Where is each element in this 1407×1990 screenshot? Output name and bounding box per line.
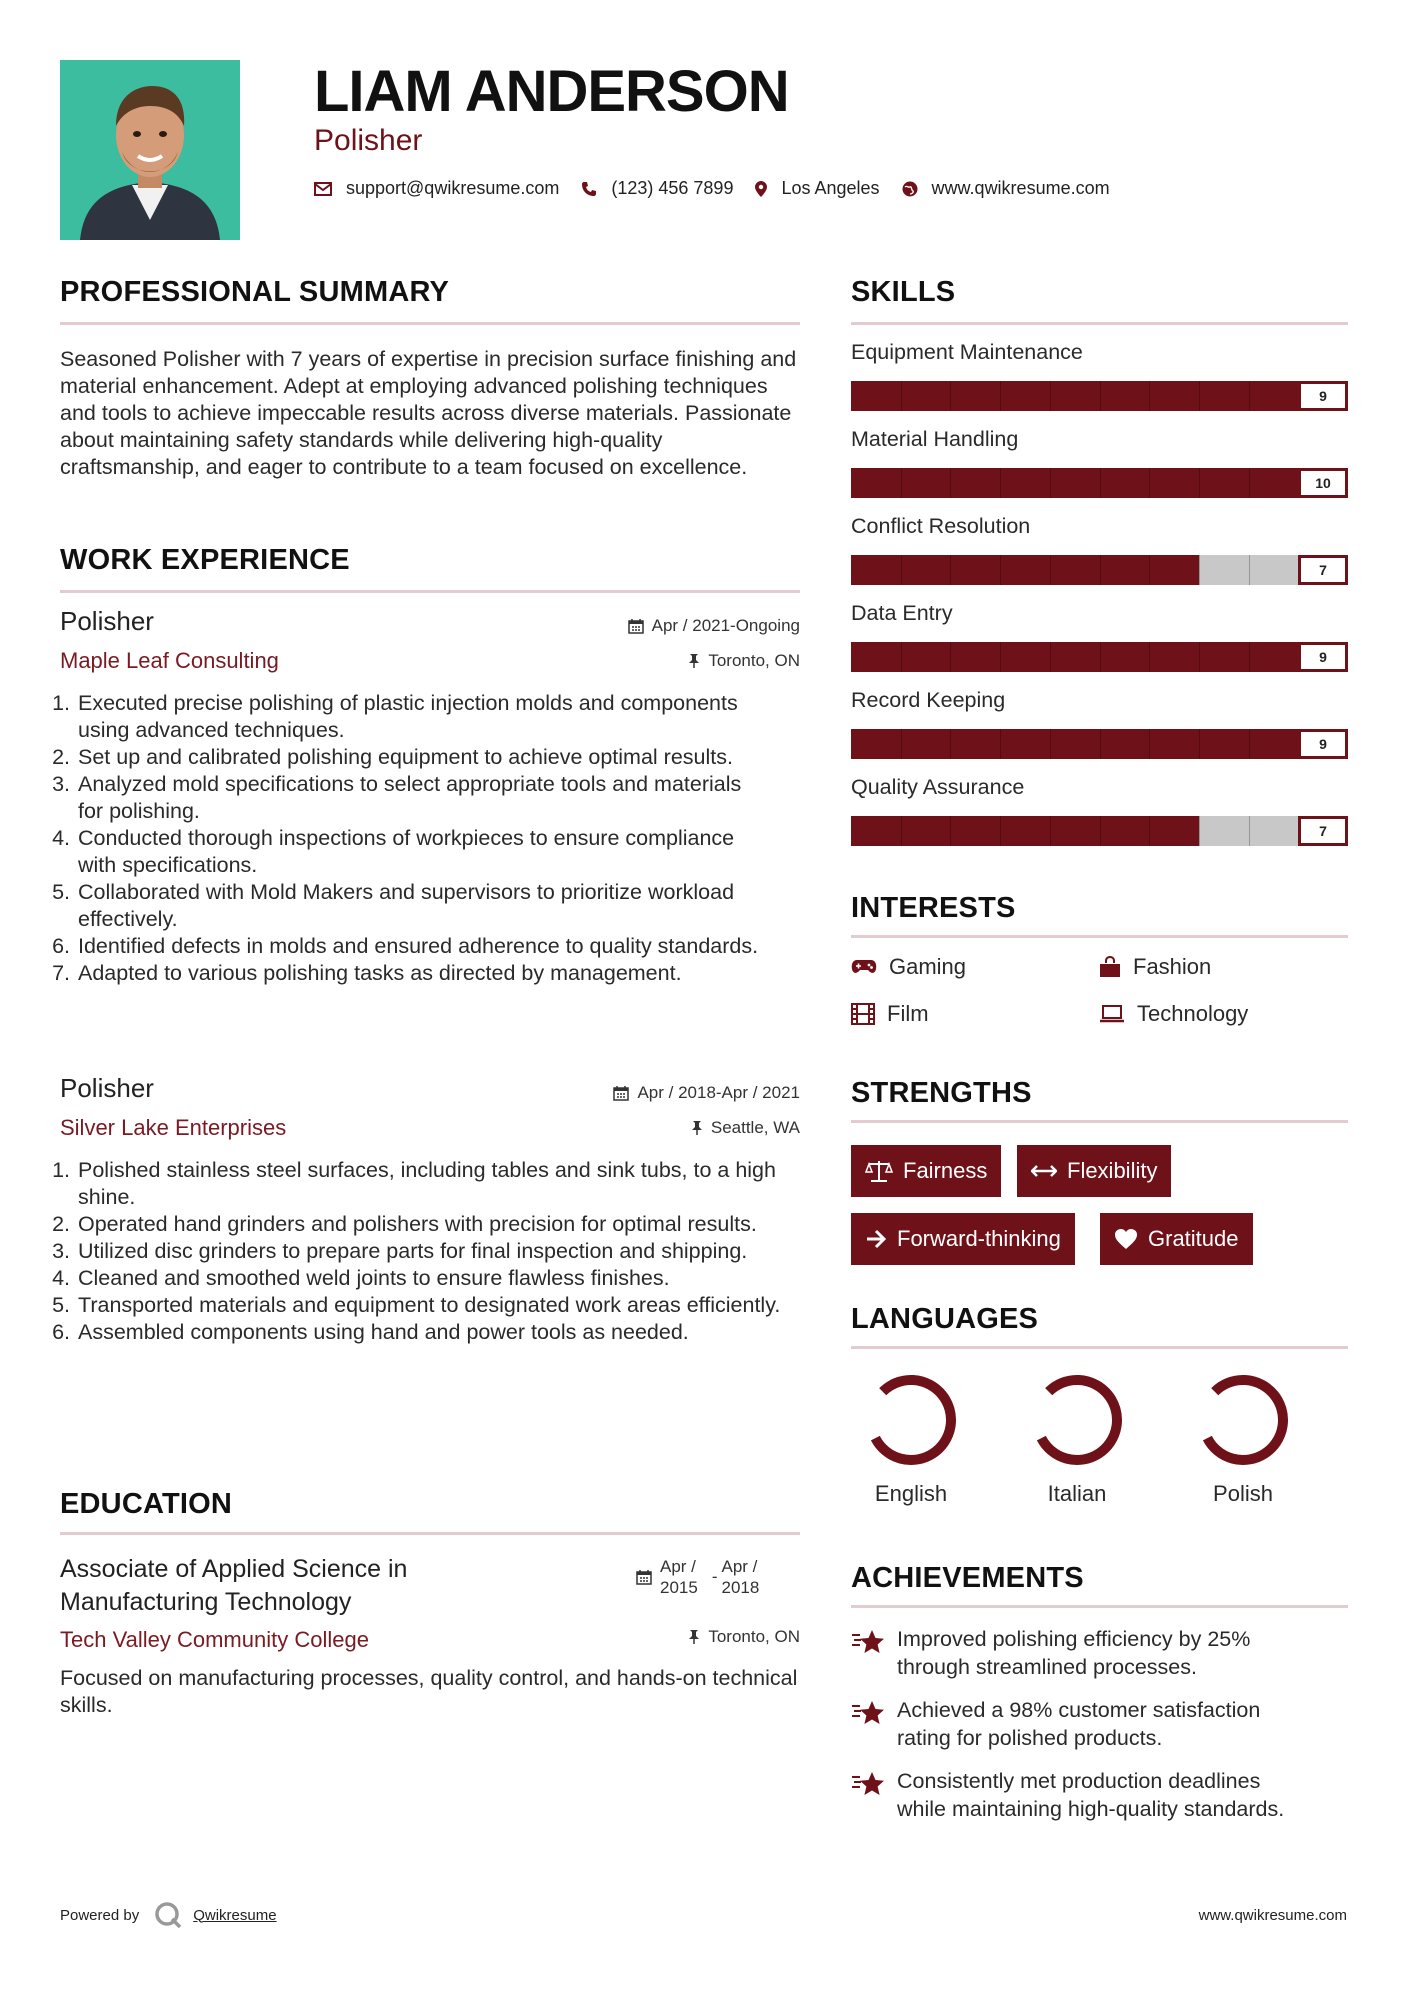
job-location (691, 1118, 800, 1138)
interest-label: Technology (1137, 1001, 1249, 1026)
school-name: Tech Valley Community College (60, 1627, 369, 1652)
skill-level-badge: 10 (1298, 468, 1348, 498)
skill-bar-tick (950, 555, 951, 585)
achievements-heading: ACHIEVEMENTS (851, 1562, 1084, 1594)
date-end-year: 2018 (721, 1578, 760, 1597)
skill-bar-tick (1199, 555, 1200, 585)
star-trophy-icon (851, 1627, 885, 1655)
language-label: Italian (1047, 1481, 1107, 1506)
education-description: Focused on manufacturing processes, quality control, and hands-on technical skills. (60, 1666, 798, 1717)
skill-name: Record Keeping (851, 688, 1006, 712)
skill-name: Quality Assurance (851, 775, 1025, 799)
skill-bar-tick (1149, 816, 1150, 846)
education-location-text: Toronto, ON (708, 1627, 800, 1646)
star-trophy-icon (851, 1769, 885, 1797)
job-dates (613, 1083, 800, 1103)
skill-bar-tick (1149, 642, 1150, 672)
contact-email-text: support@qwikresume.com (346, 178, 560, 198)
interests-heading: INTERESTS (851, 892, 1016, 924)
interest-label: Fashion (1133, 954, 1212, 979)
calendar-icon (613, 1085, 629, 1101)
qwikresume-logo-icon (153, 1900, 183, 1930)
job-location-text: Seattle, WA (710, 1118, 800, 1137)
languages-divider (851, 1346, 1348, 1349)
arrows-horizontal-icon (1031, 1164, 1057, 1178)
skill-bar-tick (1000, 381, 1001, 411)
language-item (1168, 1370, 1318, 1507)
skill-bar-tick (1149, 381, 1150, 411)
achievement-line: through streamlined processes. (897, 1655, 1197, 1679)
film-icon (851, 1003, 875, 1025)
education-date-start (660, 1556, 698, 1598)
skill-bar-tick (1249, 816, 1250, 846)
candidate-role: Polisher (314, 124, 423, 157)
achievement-text (897, 1696, 1260, 1752)
skill-bar-tick (1149, 729, 1150, 759)
strength-tag (1100, 1213, 1253, 1265)
candidate-name: LIAM ANDERSON (314, 59, 789, 124)
list-item: 5. Transported materials and equipment to designated work areas efficiently. (76, 1292, 788, 1319)
skill-bar-tick (1199, 729, 1200, 759)
job-bullets (58, 1157, 788, 1346)
summary-divider (60, 322, 800, 325)
list-item: 3. Analyzed mold specifications to select appropriate tools and materials for polishing. (76, 771, 768, 825)
achievement-line: rating for polished products. (897, 1726, 1163, 1750)
language-item (1002, 1370, 1152, 1507)
skill-bar-fill (851, 381, 1298, 411)
profile-photo (60, 60, 240, 240)
skill-name: Conflict Resolution (851, 514, 1031, 538)
skill-level-badge: 7 (1298, 555, 1348, 585)
list-item: 1. Polished stainless steel surfaces, including tables and sink tubs, to a high shine. (76, 1157, 788, 1211)
skill-bar-tick (1199, 816, 1200, 846)
strength-label: Gratitude (1148, 1226, 1239, 1251)
strengths-divider (851, 1120, 1348, 1123)
list-item: 4. Conducted thorough inspections of workpieces to ensure compliance with specifications. (76, 825, 768, 879)
language-gauge (1027, 1370, 1127, 1470)
skill-level-badge: 7 (1298, 816, 1348, 846)
skill-bar-tick (1050, 555, 1051, 585)
contact-website-text: www.qwikresume.com (931, 178, 1110, 198)
skill-bar-tick (1050, 468, 1051, 498)
skill-bar-tick (950, 642, 951, 672)
interest-fashion (1099, 954, 1211, 980)
job-dates-text: Apr / 2021-Ongoing (651, 616, 800, 635)
skill-bar-tick (1249, 555, 1250, 585)
summary-heading: PROFESSIONAL SUMMARY (60, 276, 450, 308)
language-item (836, 1370, 986, 1507)
language-gauge (861, 1370, 961, 1470)
skill-bar-tick (1100, 468, 1101, 498)
language-label: English (874, 1481, 948, 1506)
contact-location-text: Los Angeles (781, 178, 880, 198)
skill-name: Material Handling (851, 427, 1019, 451)
skill-name: Equipment Maintenance (851, 340, 1083, 364)
education-dates (636, 1556, 759, 1598)
skill-bar-tick (901, 555, 902, 585)
skill-bar-tick (1100, 555, 1101, 585)
job-company: Silver Lake Enterprises (60, 1115, 287, 1140)
strength-label: Fairness (903, 1158, 988, 1183)
education-divider (60, 1532, 800, 1535)
pushpin-icon (688, 1629, 700, 1645)
powered-by-label: Powered by (60, 1906, 140, 1924)
list-item: 5. Collaborated with Mold Makers and supervisors to prioritize workload effectively. (76, 879, 768, 933)
phone-icon (581, 181, 597, 197)
skill-bar (851, 816, 1348, 846)
skill-bar-fill (851, 816, 1199, 846)
skill-bar (851, 468, 1348, 498)
achievement-item (851, 1696, 1260, 1752)
skill-bar-tick (1249, 468, 1250, 498)
pushpin-icon (691, 1120, 703, 1136)
avatar-illustration (60, 60, 240, 240)
language-label: Polish (1213, 1481, 1273, 1506)
degree-title (60, 1553, 407, 1619)
job-location (688, 651, 800, 671)
skills-divider (851, 322, 1348, 325)
achievement-item (851, 1625, 1250, 1681)
list-item: 6. Assembled components using hand and power tools as needed. (76, 1319, 788, 1346)
language-gauge-arc (875, 1380, 951, 1460)
contact-phone-text: (123) 456 7899 (611, 178, 734, 198)
strength-label: Forward-thinking (897, 1226, 1061, 1251)
skill-bar-fill (851, 555, 1199, 585)
skill-bar-tick (1249, 729, 1250, 759)
skill-bar-tick (901, 381, 902, 411)
strength-tag (1017, 1145, 1171, 1197)
contact-website[interactable] (902, 178, 1110, 199)
skill-bar-tick (1100, 642, 1101, 672)
contact-location (755, 178, 879, 199)
achievements-divider (851, 1605, 1348, 1608)
skill-bar-tick (1149, 555, 1150, 585)
skill-name: Data Entry (851, 601, 953, 625)
achievement-line: while maintaining high-quality standards. (897, 1797, 1285, 1821)
heart-icon (1114, 1228, 1138, 1250)
degree-line-2: Manufacturing Technology (60, 1588, 352, 1616)
skill-bar-tick (1050, 816, 1051, 846)
achievement-line: Improved polishing efficiency by 25% (897, 1627, 1251, 1651)
interest-technology (1099, 1001, 1248, 1027)
skill-bar-tick (1100, 816, 1101, 846)
languages-heading: LANGUAGES (851, 1303, 1039, 1335)
education-heading: EDUCATION (60, 1488, 233, 1520)
job-title: Polisher (60, 1073, 154, 1103)
strengths-heading: STRENGTHS (851, 1077, 1032, 1109)
interest-gaming (851, 954, 966, 980)
skill-bar-tick (1149, 468, 1150, 498)
job-bullets (58, 690, 768, 987)
contact-bar (314, 178, 1132, 199)
date-start-year: 2015 (660, 1578, 698, 1597)
list-item: 2. Set up and calibrated polishing equipment to achieve optimal results. (76, 744, 768, 771)
skill-bar-tick (950, 381, 951, 411)
job-company: Maple Leaf Consulting (60, 648, 279, 673)
map-pin-icon (755, 181, 767, 197)
skill-bar-tick (1000, 642, 1001, 672)
achievement-text (897, 1625, 1250, 1681)
education-location (688, 1627, 800, 1647)
job-dates-text: Apr / 2018-Apr / 2021 (637, 1083, 800, 1102)
shopping-bag-icon (1099, 956, 1121, 978)
list-item: 1. Executed precise polishing of plastic injection molds and components using advanced techniques. (76, 690, 768, 744)
skill-bar-tick (1000, 555, 1001, 585)
skill-bar-tick (1199, 468, 1200, 498)
language-gauge-arc (1041, 1380, 1117, 1460)
skill-bar-tick (950, 729, 951, 759)
skill-bar-fill (851, 642, 1298, 672)
skill-bar-tick (1050, 642, 1051, 672)
pushpin-icon (688, 653, 700, 669)
qwikresume-link[interactable]: Qwikresume (193, 1906, 277, 1924)
degree-line-1: Associate of Applied Science in (60, 1555, 408, 1583)
arrow-right-icon (865, 1229, 887, 1249)
date-separator: - (711, 1567, 718, 1586)
experience-divider (60, 590, 800, 593)
skill-bar-tick (950, 816, 951, 846)
skill-bar-tick (1000, 729, 1001, 759)
list-item: 3. Utilized disc grinders to prepare parts for final inspection and shipping. (76, 1238, 788, 1265)
skill-bar-fill (851, 729, 1298, 759)
strength-tag (851, 1145, 1001, 1197)
summary-text: Seasoned Polisher with 7 years of expertise in precision surface finishing and material enhancement. Adept at employing advanced polishing techniques and tools to achieve impeccable results across diverse materials. Passionate about maintaining safety standards while delivering high-quality craftsmanship, and eager to contribute to a team focused on excellence. (60, 347, 797, 479)
job-dates (628, 616, 800, 636)
interest-label: Film (887, 1001, 929, 1026)
skill-bar-tick (901, 816, 902, 846)
skill-bar (851, 381, 1348, 411)
language-gauge (1193, 1370, 1293, 1470)
skill-bar-tick (1249, 381, 1250, 411)
skill-bar-tick (1050, 729, 1051, 759)
list-item: 6. Identified defects in molds and ensured adherence to quality standards. (76, 933, 768, 960)
skill-bar-tick (1100, 381, 1101, 411)
education-date-end (722, 1556, 760, 1598)
skill-bar-tick (1199, 642, 1200, 672)
skill-level-badge: 9 (1298, 729, 1348, 759)
skill-bar-tick (1100, 729, 1101, 759)
footer-powered-by (60, 1900, 277, 1930)
skill-bar (851, 642, 1348, 672)
balance-scale-icon (865, 1160, 893, 1182)
date-start-month: Apr / (660, 1557, 696, 1576)
skill-level-badge: 9 (1298, 642, 1348, 672)
interests-divider (851, 935, 1348, 938)
achievement-text (897, 1767, 1284, 1823)
skill-bar-tick (950, 468, 951, 498)
job-title: Polisher (60, 606, 154, 636)
strength-label: Flexibility (1067, 1158, 1158, 1183)
strength-tag (851, 1213, 1075, 1265)
calendar-icon (636, 1569, 652, 1585)
calendar-icon (628, 618, 644, 634)
interest-label: Gaming (889, 954, 967, 979)
skill-level-badge: 9 (1298, 381, 1348, 411)
language-gauge-arc (1207, 1380, 1283, 1460)
skill-bar-tick (901, 468, 902, 498)
skill-bar-tick (1000, 468, 1001, 498)
star-trophy-icon (851, 1698, 885, 1726)
skill-bar-tick (1050, 381, 1051, 411)
list-item: 4. Cleaned and smoothed weld joints to ensure flawless finishes. (76, 1265, 788, 1292)
skill-bar-tick (901, 729, 902, 759)
skill-bar (851, 729, 1348, 759)
list-item: 2. Operated hand grinders and polishers with precision for optimal results. (76, 1211, 788, 1238)
envelope-icon (314, 182, 332, 196)
skill-bar (851, 555, 1348, 585)
list-item: 7. Adapted to various polishing tasks as directed by management. (76, 960, 768, 987)
skill-bar-tick (901, 642, 902, 672)
experience-heading: WORK EXPERIENCE (60, 544, 350, 576)
laptop-icon (1099, 1005, 1125, 1023)
skill-bar-tick (1249, 642, 1250, 672)
skill-bar-tick (1000, 816, 1001, 846)
contact-email[interactable] (314, 178, 559, 199)
job-location-text: Toronto, ON (708, 651, 800, 670)
footer-url[interactable]: www.qwikresume.com (1198, 1907, 1347, 1924)
globe-icon (902, 181, 918, 197)
contact-phone[interactable] (581, 178, 733, 199)
achievement-line: Achieved a 98% customer satisfaction (897, 1698, 1261, 1722)
date-end-month: Apr / (721, 1557, 758, 1576)
achievement-line: Consistently met production deadlines (897, 1769, 1261, 1793)
achievement-item (851, 1767, 1284, 1823)
interest-film (851, 1001, 929, 1027)
skill-bar-tick (1199, 381, 1200, 411)
gamepad-icon (851, 959, 877, 975)
skills-heading: SKILLS (851, 276, 956, 308)
